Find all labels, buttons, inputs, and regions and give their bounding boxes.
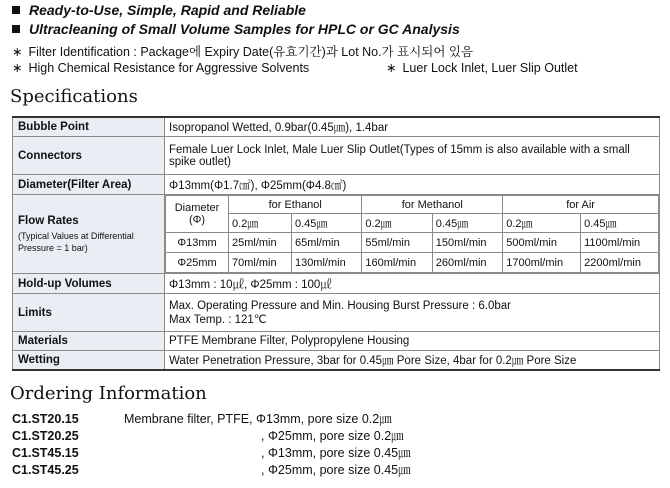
flow-rates-table [165, 195, 659, 273]
specifications-table [12, 116, 660, 371]
flow-pore-header: 0.45㎛ [291, 214, 361, 233]
flow-value-cell: 65ml/min [291, 233, 361, 253]
spec-value: Max Temp. : 121℃ [169, 313, 267, 326]
spec-value: Φ13mm(Φ1.7㎠), Φ25mm(Φ4.8㎠) [165, 175, 660, 195]
spec-row-materials [13, 332, 660, 351]
spec-value: PTFE Membrane Filter, Polypropylene Housing [165, 332, 660, 351]
spec-row-holdup [13, 274, 660, 294]
note-line-1 [12, 42, 473, 60]
flow-rates-cell [165, 195, 660, 274]
spec-sublabel: (Typical Values at Differential Pressure = 1 bar) [18, 230, 134, 253]
bullet-square-icon [12, 6, 20, 14]
spec-label: Materials [13, 332, 165, 351]
flow-group-row [166, 196, 659, 214]
flow-diameter-cell: Φ13mm [166, 233, 229, 253]
flow-value-cell: 150ml/min [432, 233, 502, 253]
flow-value-cell: 1700ml/min [503, 253, 581, 273]
spec-label-flow [13, 195, 165, 274]
spec-value: Φ13mm : 10㎕, Φ25mm : 100㎕ [165, 274, 660, 294]
feature-text-1: Ready-to-Use, Simple, Rapid and Reliable [29, 2, 306, 18]
spec-value: Water Penetration Pressure, 3bar for 0.45㎛ Pore Size, 4bar for 0.2㎛ Pore Size [165, 351, 660, 371]
flow-value-cell: 500ml/min [503, 233, 581, 253]
flow-value-cell: 70ml/min [229, 253, 292, 273]
flow-pore-header: 0.45㎛ [581, 214, 659, 233]
note-line-2b [386, 60, 578, 75]
asterisk-icon: ∗ [386, 61, 397, 75]
spec-value: Female Luer Lock Inlet, Male Luer Slip Outlet(Types of 15mm is also available with a small spike outlet) [165, 137, 660, 175]
spec-label: Flow Rates [18, 214, 79, 227]
flow-value-cell: 160ml/min [362, 253, 432, 273]
spec-label: Hold-up Volumes [13, 274, 165, 294]
flow-value-cell: 1100ml/min [581, 233, 659, 253]
ordering-item [12, 428, 411, 445]
spec-row-limits [13, 294, 660, 332]
note-chemical-resistance: High Chemical Resistance for Aggressive Solvents [28, 61, 310, 75]
flow-group-header: for Methanol [362, 196, 503, 214]
spec-label: Wetting [13, 351, 165, 371]
feature-line-2 [12, 21, 460, 37]
flow-pore-row [166, 214, 659, 233]
spec-value-limits [165, 294, 660, 332]
spec-label: Bubble Point [13, 117, 165, 137]
spec-label: Connectors [13, 137, 165, 175]
ordering-code: C1.ST20.25 [12, 429, 79, 443]
flow-pore-header: 0.2㎛ [362, 214, 432, 233]
note-luer: Luer Lock Inlet, Luer Slip Outlet [402, 61, 578, 75]
ordering-code: C1.ST45.25 [12, 463, 79, 477]
feature-line-1 [12, 2, 306, 18]
asterisk-icon: ∗ [12, 61, 23, 75]
note-filter-identification: Filter Identification : Package에 Expiry Date(유효기간)과 Lot No.가 표시되어 있음 [28, 45, 474, 59]
ordering-heading: Ordering Information [10, 383, 207, 404]
ordering-item [12, 462, 411, 479]
ordering-code: C1.ST20.15 [12, 412, 79, 426]
flow-data-row [166, 233, 659, 253]
ordering-item [12, 445, 411, 462]
ordering-item [12, 411, 411, 428]
spec-value: Isopropanol Wetted, 0.9bar(0.45㎛), 1.4bar [165, 117, 660, 137]
spec-row-connectors [13, 137, 660, 175]
flow-group-header: for Ethanol [229, 196, 362, 214]
flow-value-cell: 25ml/min [229, 233, 292, 253]
spec-label: Diameter(Filter Area) [13, 175, 165, 195]
ordering-code: C1.ST45.15 [12, 446, 79, 460]
asterisk-icon: ∗ [12, 45, 23, 59]
spec-row-diameter [13, 175, 660, 195]
spec-value: Max. Operating Pressure and Min. Housing Burst Pressure : 6.0bar [169, 299, 511, 312]
flow-pore-header: 0.2㎛ [503, 214, 581, 233]
spec-label: Limits [13, 294, 165, 332]
flow-diameter-cell: Φ25mm [166, 253, 229, 273]
ordering-desc: Membrane filter, PTFE, Φ13mm, pore size 0.2㎛ [124, 412, 392, 426]
flow-data-row [166, 253, 659, 273]
ordering-desc: , Φ25mm, pore size 0.45㎛ [261, 463, 411, 477]
spec-row-flow-rates [13, 195, 660, 274]
spec-row-wetting [13, 351, 660, 371]
flow-group-header: for Air [503, 196, 659, 214]
flow-value-cell: 130ml/min [291, 253, 361, 273]
ordering-desc: , Φ13mm, pore size 0.45㎛ [261, 446, 411, 460]
bullet-square-icon [12, 25, 20, 33]
flow-value-cell: 260ml/min [432, 253, 502, 273]
flow-value-cell: 2200ml/min [581, 253, 659, 273]
specifications-heading: Specifications [10, 86, 138, 107]
spec-row-bubble-point [13, 117, 660, 137]
flow-pore-header: 0.2㎛ [229, 214, 292, 233]
note-line-2 [12, 60, 309, 75]
flow-diameter-header: Diameter (Φ) [166, 196, 229, 233]
feature-text-2: Ultracleaning of Small Volume Samples for HPLC or GC Analysis [29, 21, 460, 37]
flow-pore-header: 0.45㎛ [432, 214, 502, 233]
ordering-list [12, 411, 411, 479]
flow-value-cell: 55ml/min [362, 233, 432, 253]
ordering-desc: , Φ25mm, pore size 0.2㎛ [261, 429, 404, 443]
